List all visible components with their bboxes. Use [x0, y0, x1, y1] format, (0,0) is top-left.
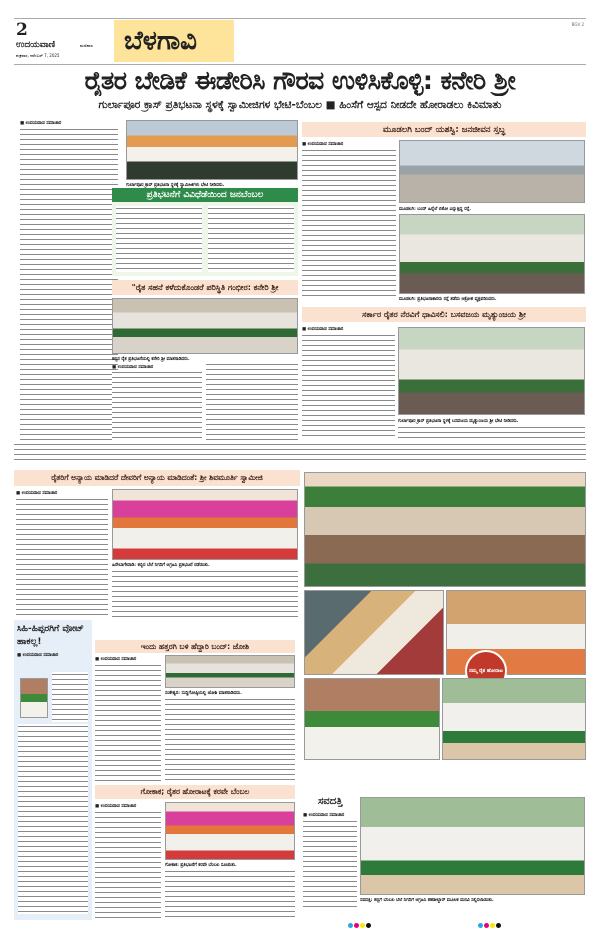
kaneri-photo-caption: ಕಬ್ಬಿನ ರೈತ ಪ್ರತಿಭಟನೆಯಲ್ಲಿ ಕನೇರಿ ಶ್ರೀ ಮಾತನಾಡಿದರು. — [112, 357, 190, 362]
gokak-byline: ■ ಉದಯವಾಣಿ ಸಮಾಚಾರ — [95, 804, 137, 809]
joshi-body-text — [95, 663, 161, 781]
cyan-dot — [348, 923, 353, 928]
photo-women-crowd — [442, 678, 586, 760]
photo-protest-sit-in — [112, 298, 298, 354]
joshi-body-text — [165, 697, 295, 781]
savadatti-photo-caption: ಸವದತ್ತಿ: ಕಬ್ಬಿಗೆ ಬೆಂಬಲ ಬೆಲೆ ನಿಗದಿಗೆ ಆಗ್ರಹಿಸಿ ತಹಶೀಲ್ದಾರ್ ಮೂಲಕ ಮನವಿ ಸಲ್ಲಿಸಲಾಯಿತು. — [360, 898, 494, 903]
photo-food-serving — [304, 590, 444, 675]
basava-body-text — [302, 333, 395, 440]
shivamurthy-body-text — [112, 569, 298, 617]
mudalagi-body-text — [302, 148, 396, 298]
shivamurthy-body-text — [16, 497, 108, 617]
vote-byline: ■ ಉದಯವಾಣಿ ಸಮಾಚಾರ — [17, 653, 59, 658]
issue-date: ಶುಕ್ರವಾರ, ನವೆಂಬರ್ 7, 2025 — [16, 53, 60, 58]
kaneri-headline: "ರೈತ ಸಹನೆ ಕಳೆದುಕೊಂಡರೆ ಪರಿಸ್ಥಿತಿ ಗಂಭೀರ: ಕನೇರಿ ಶ್ರೀ — [112, 280, 298, 295]
kaneri-byline: ■ ಉದಯವಾಣಿ ಸಮಾಚಾರ — [112, 365, 154, 370]
photo-swamijis — [126, 120, 298, 180]
vote-body-text — [52, 672, 88, 722]
photo-basava-swamiji — [398, 327, 585, 415]
basava-photo-caption: ಗುರ್ಲಾಪೂರ ಕ್ರಾಸ್ ಪ್ರತಿಭಟನಾ ಸ್ಥಳಕ್ಕೆ ಬಸವಜಯ ಮೃತ್ಯುಂಜಯ ಶ್ರೀ ಭೇಟಿ ನೀಡಿದರು. — [398, 419, 519, 424]
kaneri-body-text — [206, 362, 298, 440]
support-box — [112, 188, 298, 276]
basava-headline: ಸರ್ಕಾರ ರೈತರ ನೆರವಿಗೆ ಧಾವಿಸಲಿ: ಬಸವಜಯ ಮೃತ್ಯುಂಜಯ ಶ್ರೀ — [302, 307, 586, 322]
section-title: ಬೆಳಗಾವಿ — [114, 20, 234, 62]
gokak-photo-caption: ಗೋಕಾಕ: ಪ್ರತಿಭಟನೆಗೆ ಕರವೇ ಬೆಂಬಲ ಸೂಚಿಸಿತು. — [165, 863, 237, 868]
vote-body-text — [18, 724, 88, 914]
photo-road-block — [399, 214, 585, 294]
photo-women-eating — [304, 678, 440, 760]
photo-gokak-protest — [165, 802, 295, 860]
savadatti-headline: ಸವದತ್ತಿ — [318, 796, 343, 807]
joshi-byline: ■ ಉದಯವಾಣಿ ಸಮಾಚಾರ — [95, 657, 137, 662]
lead-body-text — [20, 127, 118, 440]
print-registration-marks — [478, 913, 502, 932]
photo-badge: ನಮ್ಮ ರೈತ ಹೋರಾಟ — [465, 650, 507, 692]
basava-byline: ■ ಉದಯವಾಣಿ ಸಮಾಚಾರ — [302, 327, 344, 332]
black-dot — [366, 923, 371, 928]
mudalagi-caption-2: ಮೂಡಲಗಿ: ಪ್ರತಿಭಟನಾಕಾರರು ರಸ್ತೆ ತಡೆದು ಆಕ್ರೋಶ ವ್ಯಕ್ತಪಡಿಸಿದರು. — [399, 297, 497, 302]
joshi-headline: ಇಂದು ಹತ್ತರಗಿ ಬಳಿ ಹೆದ್ದಾರಿ ಬಂದ್: ಜೋಶಿ — [95, 640, 295, 653]
photo-woman-portrait — [20, 678, 48, 718]
yellow-dot — [360, 923, 365, 928]
kaneri-body-text — [112, 370, 202, 440]
photo-large-crowd — [304, 472, 586, 587]
page-code: BGV 2 — [571, 22, 584, 27]
magenta-dot — [354, 923, 359, 928]
photo-savadatti-memorandum — [360, 797, 585, 895]
vote-headline: ಸಿಹಿ-ಹಿಪ್ಪರಗಿಗೆ ವೋಟ್ ಹಾಕಲ್ಲ! — [17, 624, 84, 647]
joshi-photo-caption: ಸಂಕೇಶ್ವರ: ಸುದ್ದಿಗೋಷ್ಠಿಯಲ್ಲಿ ಜೋಶಿ ಮಾತನಾಡಿದರು. — [165, 691, 242, 696]
lead-headline: ರೈತರ ಬೇಡಿಕೆ ಈಡೇರಿಸಿ ಗೌರವ ಉಳಿಸಿಕೊಳ್ಳಿ: ಕನೇರಿ ಶ್ರೀ — [84, 66, 516, 95]
cyan-dot — [478, 923, 483, 928]
savadatti-byline: ■ ಉದಯವಾಣಿ ಸಮಾಚಾರ — [303, 813, 345, 818]
savadatti-body-text — [303, 819, 357, 907]
magenta-dot — [484, 923, 489, 928]
page-number: 2 — [16, 20, 28, 40]
gokak-body-text — [95, 810, 161, 920]
top-rule — [14, 18, 586, 19]
lead-photo-caption: ಗುರ್ಲಾಪೂರ ಕ್ರಾಸ್ ಪ್ರತಿಭಟನಾ ಸ್ಥಳಕ್ಕೆ ಸ್ವಾಮೀಜಿಗಳು ಭೇಟಿ ನೀಡಿದರು. — [126, 183, 225, 188]
shivamurthy-byline: ■ ಉದಯವಾಣಿ ಸಮಾಚಾರ — [16, 491, 58, 496]
mudalagi-byline: ■ ಉದಯವಾಣಿ ಸಮಾಚಾರ — [302, 142, 344, 147]
continued-text — [14, 442, 586, 464]
lead-byline: ■ ಉದಯವಾಣಿ ಸಮಾಚಾರ — [20, 121, 62, 126]
photo-stage-gathering — [112, 489, 298, 560]
black-dot — [496, 923, 501, 928]
print-registration-marks — [348, 913, 372, 932]
shivamurthy-headline: ರೈತರಿಗೆ ಅನ್ಯಾಯ ಮಾಡಿದರೆ ದೇವರಿಗೆ ಅನ್ಯಾಯ ಮಾಡಿದಂತೆ: ಶ್ರೀ ಶಿವಮೂರ್ತಿ ಸ್ವಾಮೀಜಿ — [14, 470, 300, 486]
divider — [14, 64, 586, 65]
support-box-headline: ಪ್ರತಿಭಟನೆಗೆ ವಿವಿಧೆಡೆಯಿಂದ ಜನಬೆಂಬಲ — [112, 188, 298, 202]
lead-subheadline: ಗುರ್ಲಾಪೂರ ಕ್ರಾಸ್ ಪ್ರತಿಭಟನಾ ಸ್ಥಳಕ್ಕೆ ಸ್ವಾಮೀಜಿಗಳ ಭೇಟಿ-ಬೆಂಬಲ ■ ಹಿಂಸೆಗೆ ಆಸ್ಪದ ನೀಡದೇ ಹೋರಾಡಲು ಕಿವಿಮಾತು — [98, 98, 502, 111]
photo-empty-street — [399, 140, 585, 203]
shivamurthy-photo-caption: ಹಿರೇಬಾಗೇವಾಡಿ: ಕಬ್ಬಿನ ಬೆಲೆ ನಿಗದಿಗೆ ಆಗ್ರಹಿಸಿ ಪ್ರತಿಭಟನೆ ನಡೆಯಿತು. — [112, 563, 210, 568]
vote-box — [14, 620, 92, 920]
gokak-headline: ಗೋಕಾಕ; ರೈತರ ಹೋರಾಟಕ್ಕೆ ಕರವೇ ಬೆಂಬಲ — [95, 785, 295, 799]
gokak-body-text — [165, 869, 295, 920]
photo-press-meet — [165, 655, 295, 688]
mudalagi-headline: ಮೂಡಲಗಿ ಬಂದ್ ಯಶಸ್ವಿ: ಜನಜೀವನ ಸ್ತಬ್ಧ — [302, 122, 586, 137]
support-box-text — [116, 206, 202, 272]
mudalagi-caption-1: ಮೂಡಲಗಿ: ಬಂದ್ ಹಿನ್ನೆಲೆ ಬಿಕೋ ಎನ್ನುತ್ತಿದ್ದ ರಸ್ತೆ. — [399, 207, 472, 212]
paper-name: ಉದಯವಾಣಿ — [16, 40, 56, 50]
yellow-dot — [490, 923, 495, 928]
support-box-text — [208, 206, 294, 272]
basava-body-text — [398, 425, 585, 440]
edition-label: ಮಣಿಪಾಲ — [80, 43, 94, 48]
